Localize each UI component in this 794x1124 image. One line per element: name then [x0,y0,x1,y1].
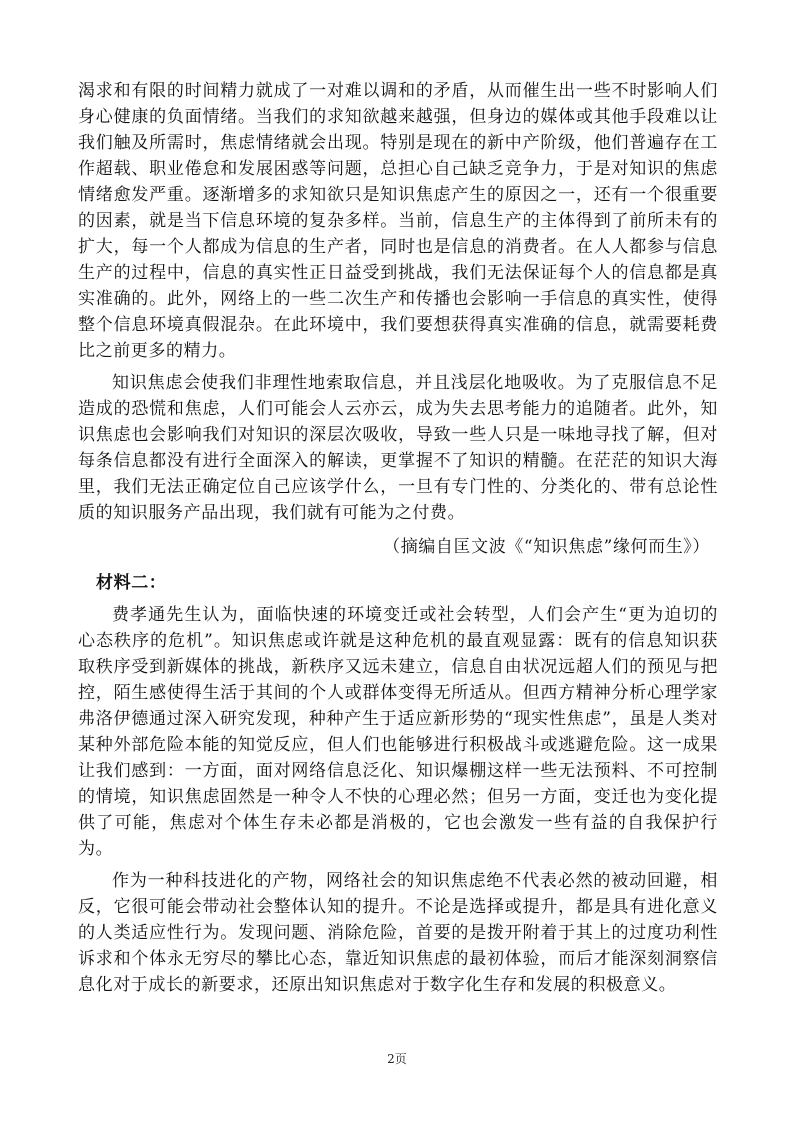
section-heading: 材料二： [96,573,167,593]
paragraph: 费孝通先生认为，面临快速的环境变迁或社会转型，人们会产生“更为迫切的心态秩序的危机”。知识焦虑或许就是这种危机的最直观显露：既有的信息知识获取秩序受到新媒体的挑战，新秩序又远未建立，信息自由状况远超人们的预见与把控，陌生感使得生活于其间的个人或群体变得无所适从。但西方精神分析心理学家弗洛伊德通过深入研究发现，种种产生于适应新形势的“现实性焦虑”，虽是人类对某种外部危险本能的知觉反应，但人们也能够进行积极战斗或逃避危险。这一成果让我们感到：一方面，面对网络信息泛化、知识爆棚这样一些无法预料、不可控制的情境，知识焦虑固然是一种令人不快的心理必然；但另一方面，变迁也为变化提供了可能，焦虑对个体生存未必都是消极的，它也会激发一些有益的自我保护行为。 [78,605,718,859]
source-citation: （摘编自匡文波《“知识焦虑”缘何而生》） [383,537,710,557]
page-number: 2页 [387,1052,407,1066]
document-body [78,78,718,1004]
paragraph-continued: 渴求和有限的时间精力就成了一对难以调和的矛盾，从而催生出一些不时影响人们身心健康的负面情绪。当我们的求知欲越来越强，但身边的媒体或其他手段难以让我们触及所需时，焦虑情绪就会出现。特别是现在的新中产阶级，他们普遍存在工作超载、职业倦怠和发展困惑等问题，总担心自己缺乏竞争力，于是对知识的焦虑情绪愈发严重。逐渐增多的求知欲只是知识焦虑产生的原因之一，还有一个很重要的因素，就是当下信息环境的复杂多样。当前，信息生产的主体得到了前所未有的扩大，每一个人都成为信息的生产者，同时也是信息的消费者。在人人都参与信息生产的过程中，信息的真实性正日益受到挑战，我们无法保证每个人的信息都是真实准确的。此外，网络上的一些二次生产和传播也会影响一手信息的真实性，使得整个信息环境真假混杂。在此环境中，我们要想获得真实准确的信息，就需要耗费比之前更多的精力。 [78,81,718,361]
paragraph: 作为一种科技进化的产物，网络社会的知识焦虑绝不代表必然的被动回避，相反，它很可能会带动社会整体认知的提升。不论是选择或提升，都是具有进化意义的人类适应性行为。发现问题、消除危险，首要的是拨开附着于其上的过度功利性诉求和个体永无穷尽的攀比心态，靠近知识焦虑的最初体验，而后才能深刻洞察信息化对于成长的新要求，还原出知识焦虑对于数字化生存和发展的积极意义。 [78,871,718,995]
paragraph: 知识焦虑会使我们非理性地索取信息，并且浅层化地吸收。为了克服信息不足造成的恐慌和焦虑，人们可能会人云亦云，成为失去思考能力的追随者。此外，知识焦虑也会影响我们对知识的深层次吸收，导致一些人只是一味地寻找了解，但对每条信息都没有进行全面深入的解读，更掌握不了知识的精髓。在茫茫的知识大海里，我们无法正确定位自己应该学什么，一旦有专门性的、分类化的、带有总论性质的知识服务产品出现，我们就有可能为之付费。 [78,373,718,523]
